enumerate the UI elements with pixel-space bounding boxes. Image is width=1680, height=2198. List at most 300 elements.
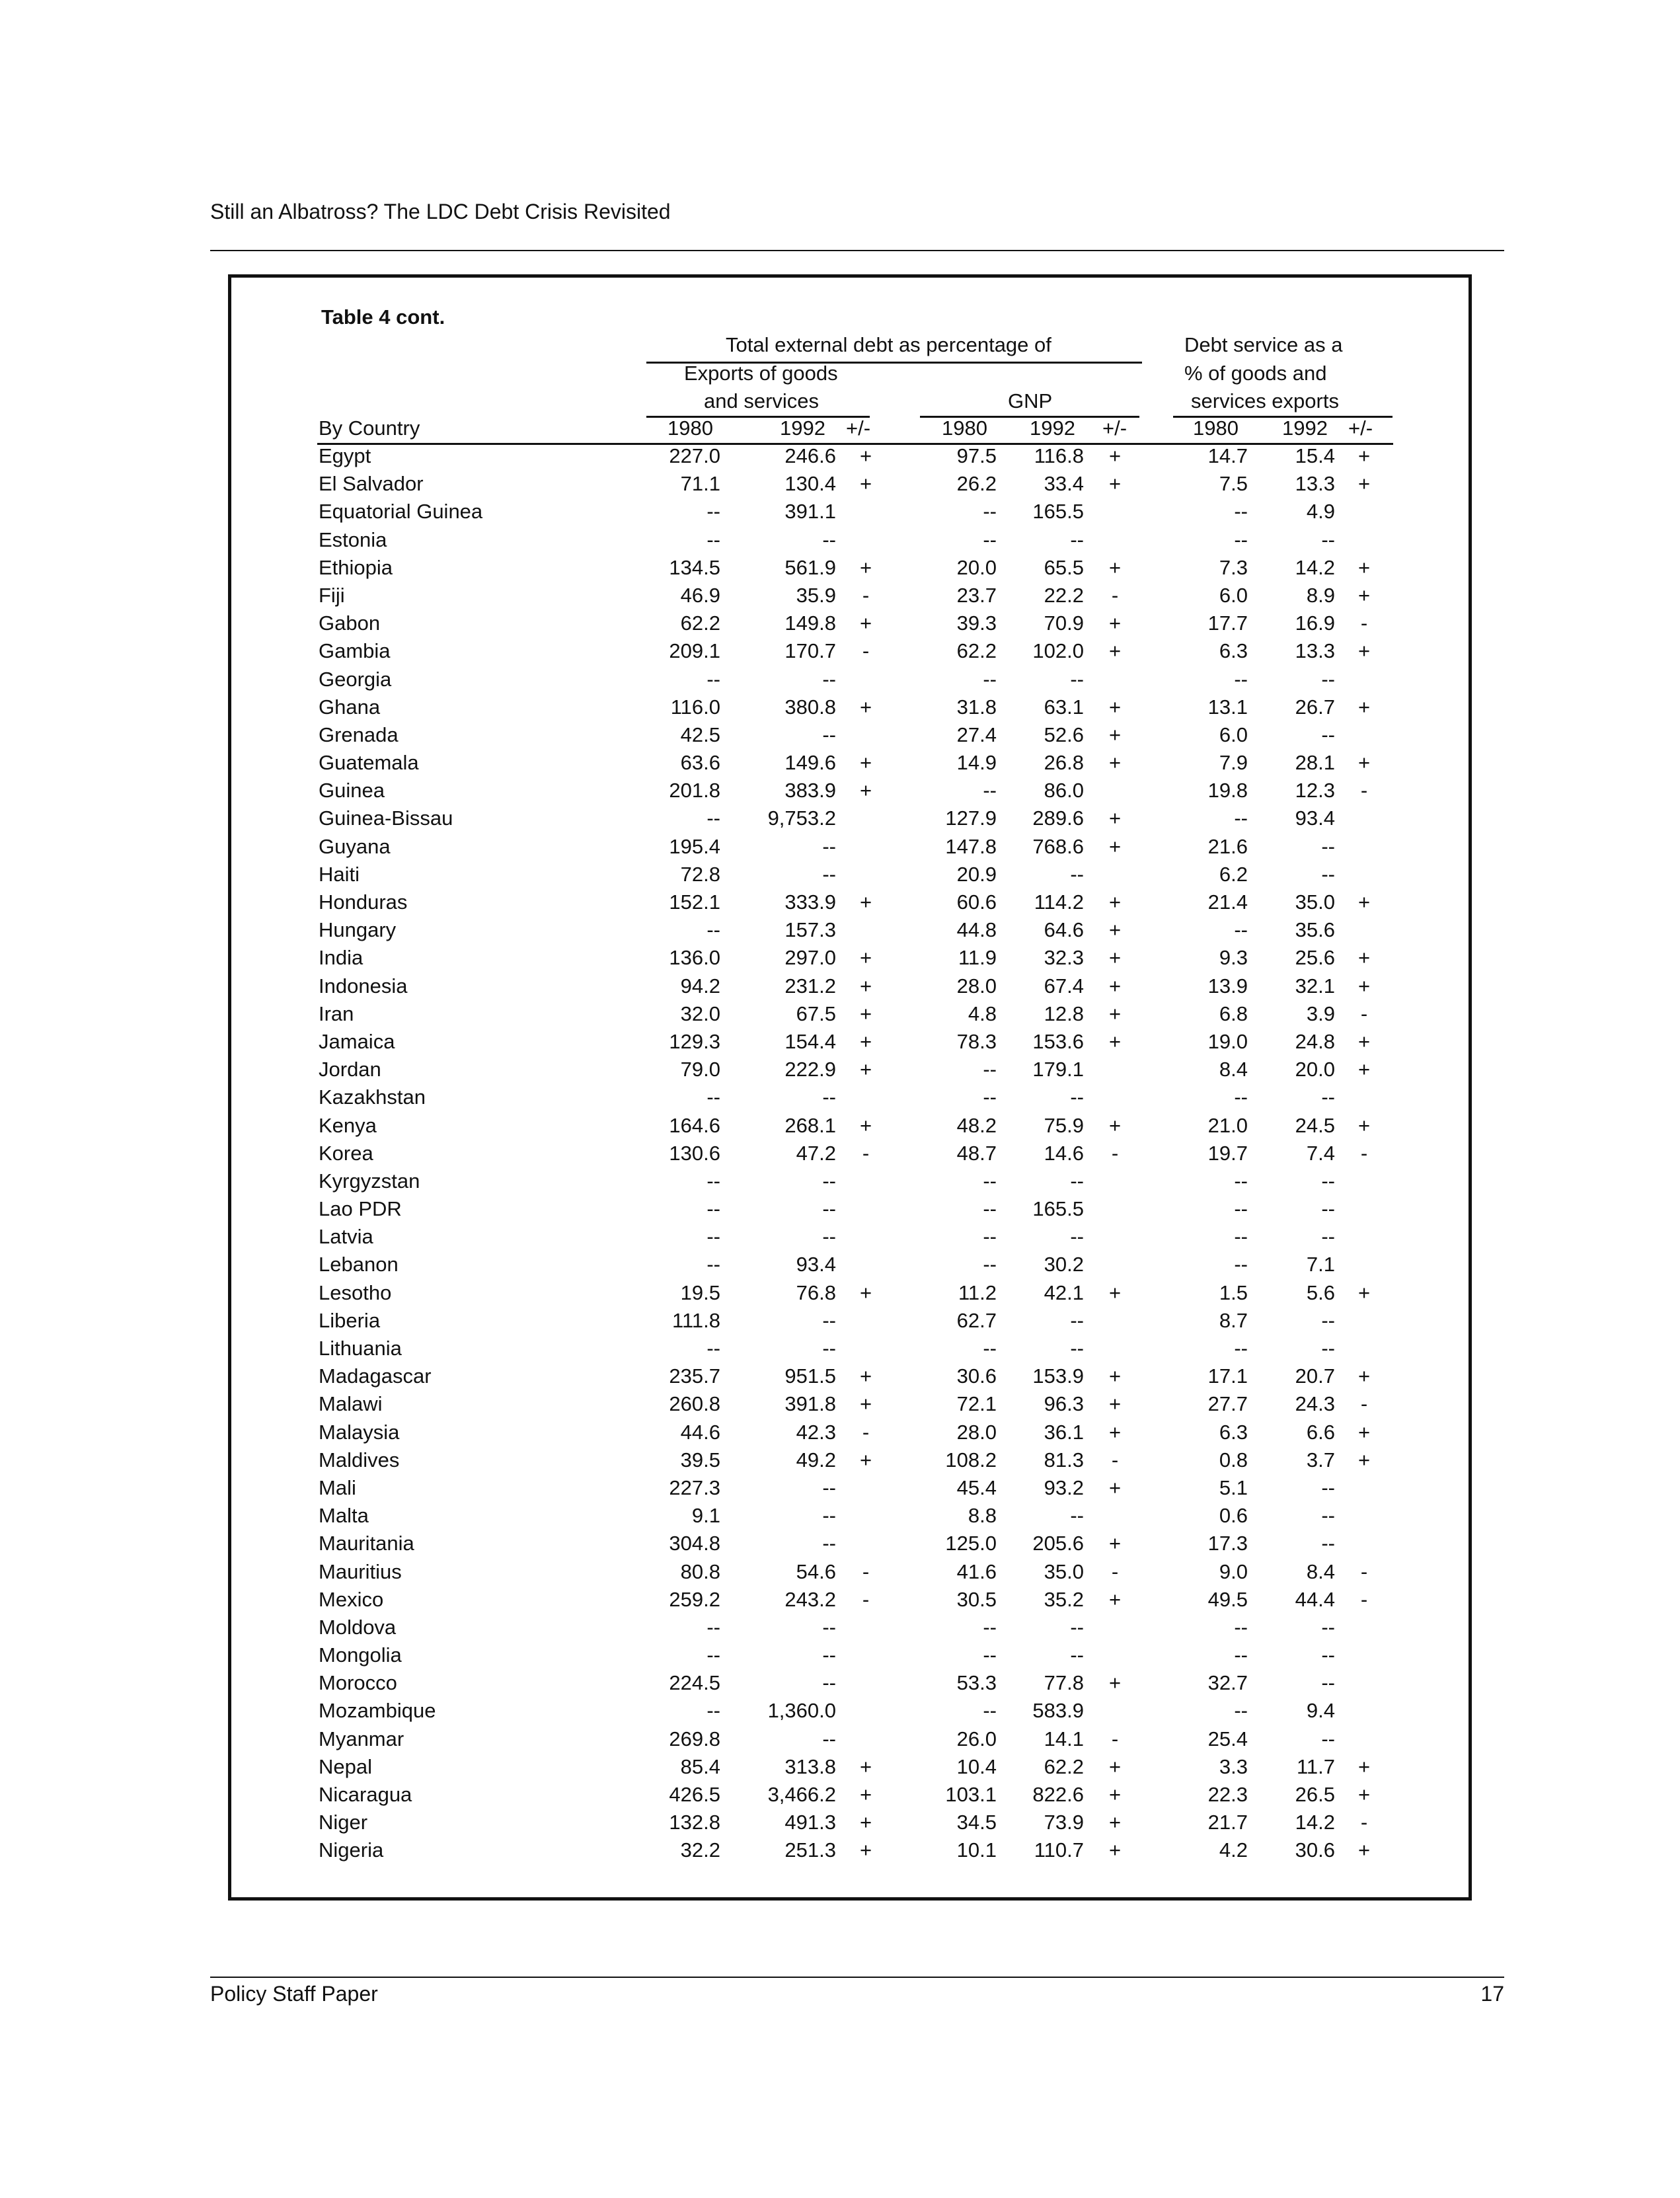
footer-publication: Policy Staff Paper [210, 1982, 378, 2006]
exports-change: + [859, 1783, 872, 1806]
table-row [0, 1225, 1680, 1253]
running-head: Still an Albatross? The LDC Debt Crisis Revisited [210, 200, 671, 223]
table-row [0, 1671, 1680, 1699]
exports-1980: 129.3 [669, 1029, 720, 1053]
debt-service-1980: -- [1234, 1699, 1248, 1723]
table-row [0, 1085, 1680, 1113]
table-row [0, 1337, 1680, 1364]
table-row [0, 779, 1680, 806]
table-row [0, 500, 1680, 528]
exports-1992: 561.9 [784, 555, 836, 579]
exports-1992: 157.3 [784, 918, 836, 942]
gnp-1992: 583.9 [1032, 1699, 1084, 1723]
debt-service-1992: 35.0 [1295, 890, 1335, 914]
debt-service-1992: -- [1321, 862, 1335, 886]
debt-service-change: - [1360, 1392, 1368, 1416]
exports-1980: 164.6 [669, 1113, 720, 1137]
exports-1992: 313.8 [784, 1754, 836, 1778]
exports-1980: 130.6 [669, 1141, 720, 1165]
gnp-1992: 36.1 [1044, 1420, 1084, 1444]
gnp-change: + [1108, 723, 1122, 746]
gnp-change: + [1108, 1001, 1122, 1025]
gnp-1992: 35.0 [1044, 1559, 1084, 1583]
gnp-1980: -- [983, 1169, 997, 1193]
exports-1980: 260.8 [669, 1392, 720, 1416]
exports-1992: 491.3 [784, 1811, 836, 1834]
exports-change: + [859, 779, 872, 803]
exports-1992: 297.0 [784, 946, 836, 970]
debt-service-1980: -- [1234, 1085, 1248, 1109]
country-name: Estonia [319, 528, 387, 551]
gnp-1980: 27.4 [956, 723, 997, 746]
debt-service-1980: 22.3 [1207, 1783, 1248, 1806]
exports-change: + [859, 1838, 872, 1862]
gnp-1980: 72.1 [956, 1392, 997, 1416]
footer-rule [210, 1977, 1504, 1978]
country-name: Madagascar [319, 1364, 432, 1388]
debt-service-1980: 32.7 [1207, 1671, 1248, 1695]
header-gnp-1992: 1992 [1030, 416, 1075, 440]
exports-1980: 111.8 [672, 1308, 720, 1332]
debt-service-1992: -- [1321, 834, 1335, 858]
table-row [0, 1114, 1680, 1142]
debt-service-1992: -- [1321, 1308, 1335, 1332]
debt-service-1992: -- [1321, 1504, 1335, 1528]
debt-service-1980: 17.1 [1207, 1364, 1248, 1388]
debt-service-1980: 13.9 [1207, 974, 1248, 998]
debt-service-1992: 24.8 [1295, 1029, 1335, 1053]
exports-1980: 134.5 [669, 555, 720, 579]
gnp-1992: -- [1070, 1225, 1084, 1249]
debt-service-change: - [1360, 611, 1368, 635]
table-row [0, 751, 1680, 779]
gnp-change: + [1108, 555, 1122, 579]
exports-1980: 269.8 [669, 1727, 720, 1750]
exports-1992: 3,466.2 [767, 1783, 836, 1806]
table-row [0, 1504, 1680, 1532]
debt-service-1980: 3.3 [1219, 1754, 1248, 1778]
table-row [0, 835, 1680, 863]
exports-1992: 76.8 [796, 1280, 836, 1304]
country-name: Iran [319, 1001, 354, 1025]
debt-service-1992: 26.5 [1295, 1783, 1335, 1806]
gnp-1980: 125.0 [945, 1532, 997, 1555]
exports-1992: -- [822, 1475, 836, 1499]
debt-service-1980: 7.5 [1219, 472, 1248, 496]
country-name: Mauritania [319, 1532, 414, 1555]
table-row [0, 695, 1680, 723]
exports-1980: -- [706, 918, 720, 942]
exports-1992: -- [822, 1169, 836, 1193]
country-name: Kazakhstan [319, 1085, 426, 1109]
gnp-1980: 14.9 [956, 751, 997, 775]
gnp-1992: 33.4 [1044, 472, 1084, 496]
gnp-1980: 4.8 [968, 1001, 997, 1025]
debt-service-1992: 13.3 [1295, 472, 1335, 496]
table-row [0, 1030, 1680, 1058]
gnp-1992: 42.1 [1044, 1280, 1084, 1304]
country-name: El Salvador [319, 472, 424, 496]
exports-change: + [859, 1029, 872, 1053]
exports-1980: 32.2 [680, 1838, 720, 1862]
debt-service-1980: 25.4 [1207, 1727, 1248, 1750]
gnp-1980: 108.2 [945, 1448, 997, 1472]
debt-service-1980: 0.8 [1219, 1448, 1248, 1472]
gnp-change: + [1108, 1532, 1122, 1555]
debt-service-1980: -- [1234, 1253, 1248, 1276]
debt-service-1992: 25.6 [1295, 946, 1335, 970]
country-name: Equatorial Guinea [319, 500, 483, 524]
gnp-change: + [1108, 1475, 1122, 1499]
exports-1980: 63.6 [680, 751, 720, 775]
header-total-external-debt: Total external debt as percentage of [726, 333, 1051, 356]
country-name: Latvia [319, 1225, 373, 1249]
gnp-1992: -- [1070, 1615, 1084, 1639]
gnp-change: - [1111, 1559, 1119, 1583]
country-name: Lesotho [319, 1280, 392, 1304]
debt-service-change: + [1357, 890, 1371, 914]
header-ds-1980: 1980 [1193, 416, 1239, 440]
debt-service-change: + [1357, 751, 1371, 775]
table-row [0, 584, 1680, 611]
table-row [0, 556, 1680, 584]
exports-1992: 130.4 [784, 472, 836, 496]
gnp-1980: -- [983, 1615, 997, 1639]
table-row [0, 1643, 1680, 1671]
country-name: Morocco [319, 1671, 397, 1695]
debt-service-1980: 0.6 [1219, 1504, 1248, 1528]
debt-service-1992: 4.9 [1306, 500, 1335, 524]
country-name: Indonesia [319, 974, 408, 998]
exports-1992: -- [822, 1308, 836, 1332]
gnp-change: + [1108, 918, 1122, 942]
debt-service-1992: 14.2 [1295, 1811, 1335, 1834]
gnp-change: - [1111, 1448, 1119, 1472]
debt-service-1992: -- [1321, 1475, 1335, 1499]
gnp-1980: 30.6 [956, 1364, 997, 1388]
debt-service-1992: 30.6 [1295, 1838, 1335, 1862]
country-name: Niger [319, 1811, 368, 1834]
exports-1980: -- [706, 500, 720, 524]
country-name: Ghana [319, 695, 381, 719]
page-number: 17 [1480, 1982, 1504, 2006]
header-ds-change: +/- [1348, 416, 1373, 440]
gnp-1980: 23.7 [956, 583, 997, 607]
exports-1980: -- [706, 1337, 720, 1360]
debt-service-change: + [1357, 1280, 1371, 1304]
exports-1980: 195.4 [669, 834, 720, 858]
debt-service-1980: 49.5 [1207, 1587, 1248, 1611]
gnp-1980: 11.2 [958, 1280, 997, 1304]
debt-service-change: + [1357, 583, 1371, 607]
debt-service-1992: 7.1 [1306, 1253, 1335, 1276]
header-gnp: GNP [1008, 389, 1053, 412]
gnp-1992: 822.6 [1032, 1783, 1084, 1806]
country-name: Lao PDR [319, 1197, 402, 1221]
gnp-1992: -- [1070, 1337, 1084, 1360]
country-name: Georgia [319, 667, 392, 691]
exports-1980: 209.1 [669, 639, 720, 663]
table-row [0, 1783, 1680, 1811]
exports-1992: -- [822, 1615, 836, 1639]
header-gnp-1980: 1980 [942, 416, 987, 440]
exports-1992: 246.6 [784, 444, 836, 467]
exports-1980: 227.3 [669, 1475, 720, 1499]
gnp-1980: 11.9 [958, 946, 997, 970]
exports-1980: 44.6 [680, 1420, 720, 1444]
debt-service-1992: 16.9 [1295, 611, 1335, 635]
exports-1980: -- [706, 1169, 720, 1193]
exports-1992: 391.8 [784, 1392, 836, 1416]
gnp-1980: 48.7 [956, 1141, 997, 1165]
country-name: Lebanon [319, 1253, 399, 1276]
debt-service-1992: 20.7 [1295, 1364, 1335, 1388]
table-row [0, 1002, 1680, 1030]
table-row [0, 1058, 1680, 1085]
debt-service-1992: -- [1321, 667, 1335, 691]
gnp-1992: -- [1070, 1169, 1084, 1193]
debt-service-change: + [1357, 1838, 1371, 1862]
table-row [0, 1727, 1680, 1755]
country-name: India [319, 946, 363, 970]
debt-service-change: + [1357, 1364, 1371, 1388]
gnp-1980: 62.7 [956, 1308, 997, 1332]
debt-service-1992: 8.4 [1306, 1559, 1335, 1583]
debt-service-1992: 24.3 [1295, 1392, 1335, 1416]
gnp-1980: 48.2 [956, 1113, 997, 1137]
exports-1992: -- [822, 723, 836, 746]
exports-change: + [859, 444, 872, 467]
header-debt-service-line1: Debt service as a [1184, 333, 1343, 356]
debt-service-change: - [1360, 1001, 1368, 1025]
table-row [0, 918, 1680, 946]
gnp-change: + [1108, 1392, 1122, 1416]
gnp-change: + [1108, 834, 1122, 858]
table-row [0, 974, 1680, 1002]
country-name: Mexico [319, 1587, 384, 1611]
exports-change: + [859, 1392, 872, 1416]
exports-1992: 951.5 [784, 1364, 836, 1388]
table-row [0, 1392, 1680, 1420]
debt-service-1992: 93.4 [1295, 806, 1335, 830]
gnp-change: + [1108, 1587, 1122, 1611]
country-name: Hungary [319, 918, 397, 942]
gnp-1980: 147.8 [945, 834, 997, 858]
country-name: Guyana [319, 834, 391, 858]
country-name: Mali [319, 1475, 356, 1499]
debt-service-1992: 28.1 [1295, 751, 1335, 775]
exports-change: - [862, 1587, 870, 1611]
gnp-1992: 179.1 [1032, 1058, 1084, 1081]
gnp-1980: -- [983, 528, 997, 551]
gnp-1980: 41.6 [956, 1559, 997, 1583]
exports-1992: -- [822, 1197, 836, 1221]
debt-service-1992: -- [1321, 723, 1335, 746]
debt-service-1980: 7.3 [1219, 555, 1248, 579]
exports-1992: -- [822, 1337, 836, 1360]
exports-1992: 67.5 [796, 1001, 836, 1025]
exports-1980: 201.8 [669, 779, 720, 803]
exports-1992: 380.8 [784, 695, 836, 719]
gnp-1992: 64.6 [1044, 918, 1084, 942]
gnp-1992: 116.8 [1034, 444, 1084, 467]
exports-1980: 132.8 [669, 1811, 720, 1834]
country-name: Myanmar [319, 1727, 404, 1750]
table-row [0, 806, 1680, 834]
exports-change: + [859, 1113, 872, 1137]
debt-service-change: + [1357, 1420, 1371, 1444]
debt-service-1992: 5.6 [1306, 1280, 1335, 1304]
exports-1992: -- [822, 834, 836, 858]
gnp-1992: 14.1 [1044, 1727, 1084, 1750]
debt-service-1992: -- [1321, 1225, 1335, 1249]
exports-1980: 426.5 [669, 1783, 720, 1806]
gnp-change: + [1108, 472, 1122, 496]
exports-1980: 224.5 [669, 1671, 720, 1695]
debt-service-1980: -- [1234, 918, 1248, 942]
exports-change: + [859, 974, 872, 998]
table-row [0, 1142, 1680, 1169]
gnp-1992: 768.6 [1032, 834, 1084, 858]
header-gnp-change: +/- [1102, 416, 1127, 440]
country-name: Malawi [319, 1392, 383, 1416]
country-name: Nicaragua [319, 1783, 412, 1806]
gnp-1980: -- [983, 1225, 997, 1249]
exports-change: - [862, 1559, 870, 1583]
exports-1992: -- [822, 1504, 836, 1528]
table-row [0, 1755, 1680, 1783]
gnp-1992: -- [1070, 528, 1084, 551]
table-row [0, 1253, 1680, 1280]
debt-service-1980: 5.1 [1219, 1475, 1248, 1499]
country-name: Malaysia [319, 1420, 400, 1444]
debt-service-change: + [1357, 1058, 1371, 1081]
country-name: Guatemala [319, 751, 419, 775]
gnp-1992: 289.6 [1032, 806, 1084, 830]
table-row [0, 611, 1680, 639]
gnp-1980: 127.9 [945, 806, 997, 830]
country-name: Kyrgyzstan [319, 1169, 420, 1193]
gnp-1980: -- [983, 1058, 997, 1081]
exports-change: + [859, 472, 872, 496]
gnp-1992: 30.2 [1044, 1253, 1084, 1276]
exports-change: - [862, 583, 870, 607]
exports-change: + [859, 1448, 872, 1472]
gnp-1992: 73.9 [1044, 1811, 1084, 1834]
exports-change: + [859, 751, 872, 775]
debt-service-change: + [1357, 1029, 1371, 1053]
gnp-1992: -- [1070, 1643, 1084, 1667]
exports-1980: -- [706, 528, 720, 551]
table-row [0, 1532, 1680, 1559]
exports-1992: 93.4 [796, 1253, 836, 1276]
gnp-change: + [1108, 946, 1122, 970]
debt-service-1980: 8.4 [1219, 1058, 1248, 1081]
gnp-1980: 20.9 [956, 862, 997, 886]
debt-service-1992: -- [1321, 1085, 1335, 1109]
exports-1980: 80.8 [680, 1559, 720, 1583]
debt-service-1992: 24.5 [1295, 1113, 1335, 1137]
debt-service-1992: -- [1321, 528, 1335, 551]
gnp-1992: 96.3 [1044, 1392, 1084, 1416]
exports-1992: 149.6 [784, 751, 836, 775]
exports-1980: 39.5 [680, 1448, 720, 1472]
gnp-1992: 75.9 [1044, 1113, 1084, 1137]
exports-1980: 19.5 [680, 1280, 720, 1304]
exports-1980: 136.0 [669, 946, 720, 970]
exports-1992: 231.2 [784, 974, 836, 998]
header-exports-1980: 1980 [668, 416, 713, 440]
gnp-1992: 205.6 [1032, 1532, 1084, 1555]
debt-service-1980: 6.0 [1219, 723, 1248, 746]
gnp-1980: -- [983, 1253, 997, 1276]
gnp-change: + [1108, 806, 1122, 830]
gnp-change: + [1108, 974, 1122, 998]
gnp-1992: -- [1070, 1085, 1084, 1109]
exports-1980: -- [706, 1699, 720, 1723]
debt-service-1992: 26.7 [1295, 695, 1335, 719]
debt-service-change: + [1357, 444, 1371, 467]
debt-service-1992: 3.7 [1306, 1448, 1335, 1472]
debt-service-1992: 3.9 [1306, 1001, 1335, 1025]
gnp-1992: 65.5 [1044, 555, 1084, 579]
debt-service-1992: -- [1321, 1532, 1335, 1555]
gnp-1992: 165.5 [1032, 1197, 1084, 1221]
gnp-change: + [1108, 1671, 1122, 1695]
exports-1980: 94.2 [680, 974, 720, 998]
debt-service-1992: -- [1321, 1169, 1335, 1193]
exports-1992: -- [822, 1643, 836, 1667]
debt-service-change: + [1357, 1113, 1371, 1137]
debt-service-1980: 6.8 [1219, 1001, 1248, 1025]
gnp-change: + [1108, 1113, 1122, 1137]
exports-change: + [859, 1280, 872, 1304]
table-row [0, 1197, 1680, 1225]
country-name: Honduras [319, 890, 408, 914]
gnp-change: + [1108, 890, 1122, 914]
debt-service-1992: -- [1321, 1671, 1335, 1695]
exports-1980: -- [706, 1253, 720, 1276]
exports-change: + [859, 1811, 872, 1834]
country-name: Malta [319, 1504, 369, 1528]
debt-service-1980: 8.7 [1219, 1308, 1248, 1332]
header-exports-change: +/- [846, 416, 871, 440]
gnp-1980: 97.5 [956, 444, 997, 467]
table-row [0, 1588, 1680, 1616]
gnp-1992: 110.7 [1034, 1838, 1084, 1862]
debt-service-change: + [1357, 639, 1371, 663]
gnp-change: + [1108, 1838, 1122, 1862]
gnp-1992: 93.2 [1044, 1475, 1084, 1499]
gnp-1980: 20.0 [956, 555, 997, 579]
debt-service-1992: -- [1321, 1615, 1335, 1639]
debt-service-1992: 7.4 [1306, 1141, 1335, 1165]
country-name: Egypt [319, 444, 371, 467]
exports-1980: -- [706, 1225, 720, 1249]
header-ds-1992: 1992 [1282, 416, 1328, 440]
exports-change: + [859, 1001, 872, 1025]
table-row [0, 1616, 1680, 1643]
exports-1980: 79.0 [680, 1058, 720, 1081]
table-row [0, 1309, 1680, 1337]
table-row [0, 1476, 1680, 1504]
exports-1980: 42.5 [680, 723, 720, 746]
debt-service-change: + [1357, 1783, 1371, 1806]
exports-1992: 35.9 [796, 583, 836, 607]
gnp-change: + [1108, 1754, 1122, 1778]
gnp-1992: 153.9 [1032, 1364, 1084, 1388]
table-row [0, 668, 1680, 695]
